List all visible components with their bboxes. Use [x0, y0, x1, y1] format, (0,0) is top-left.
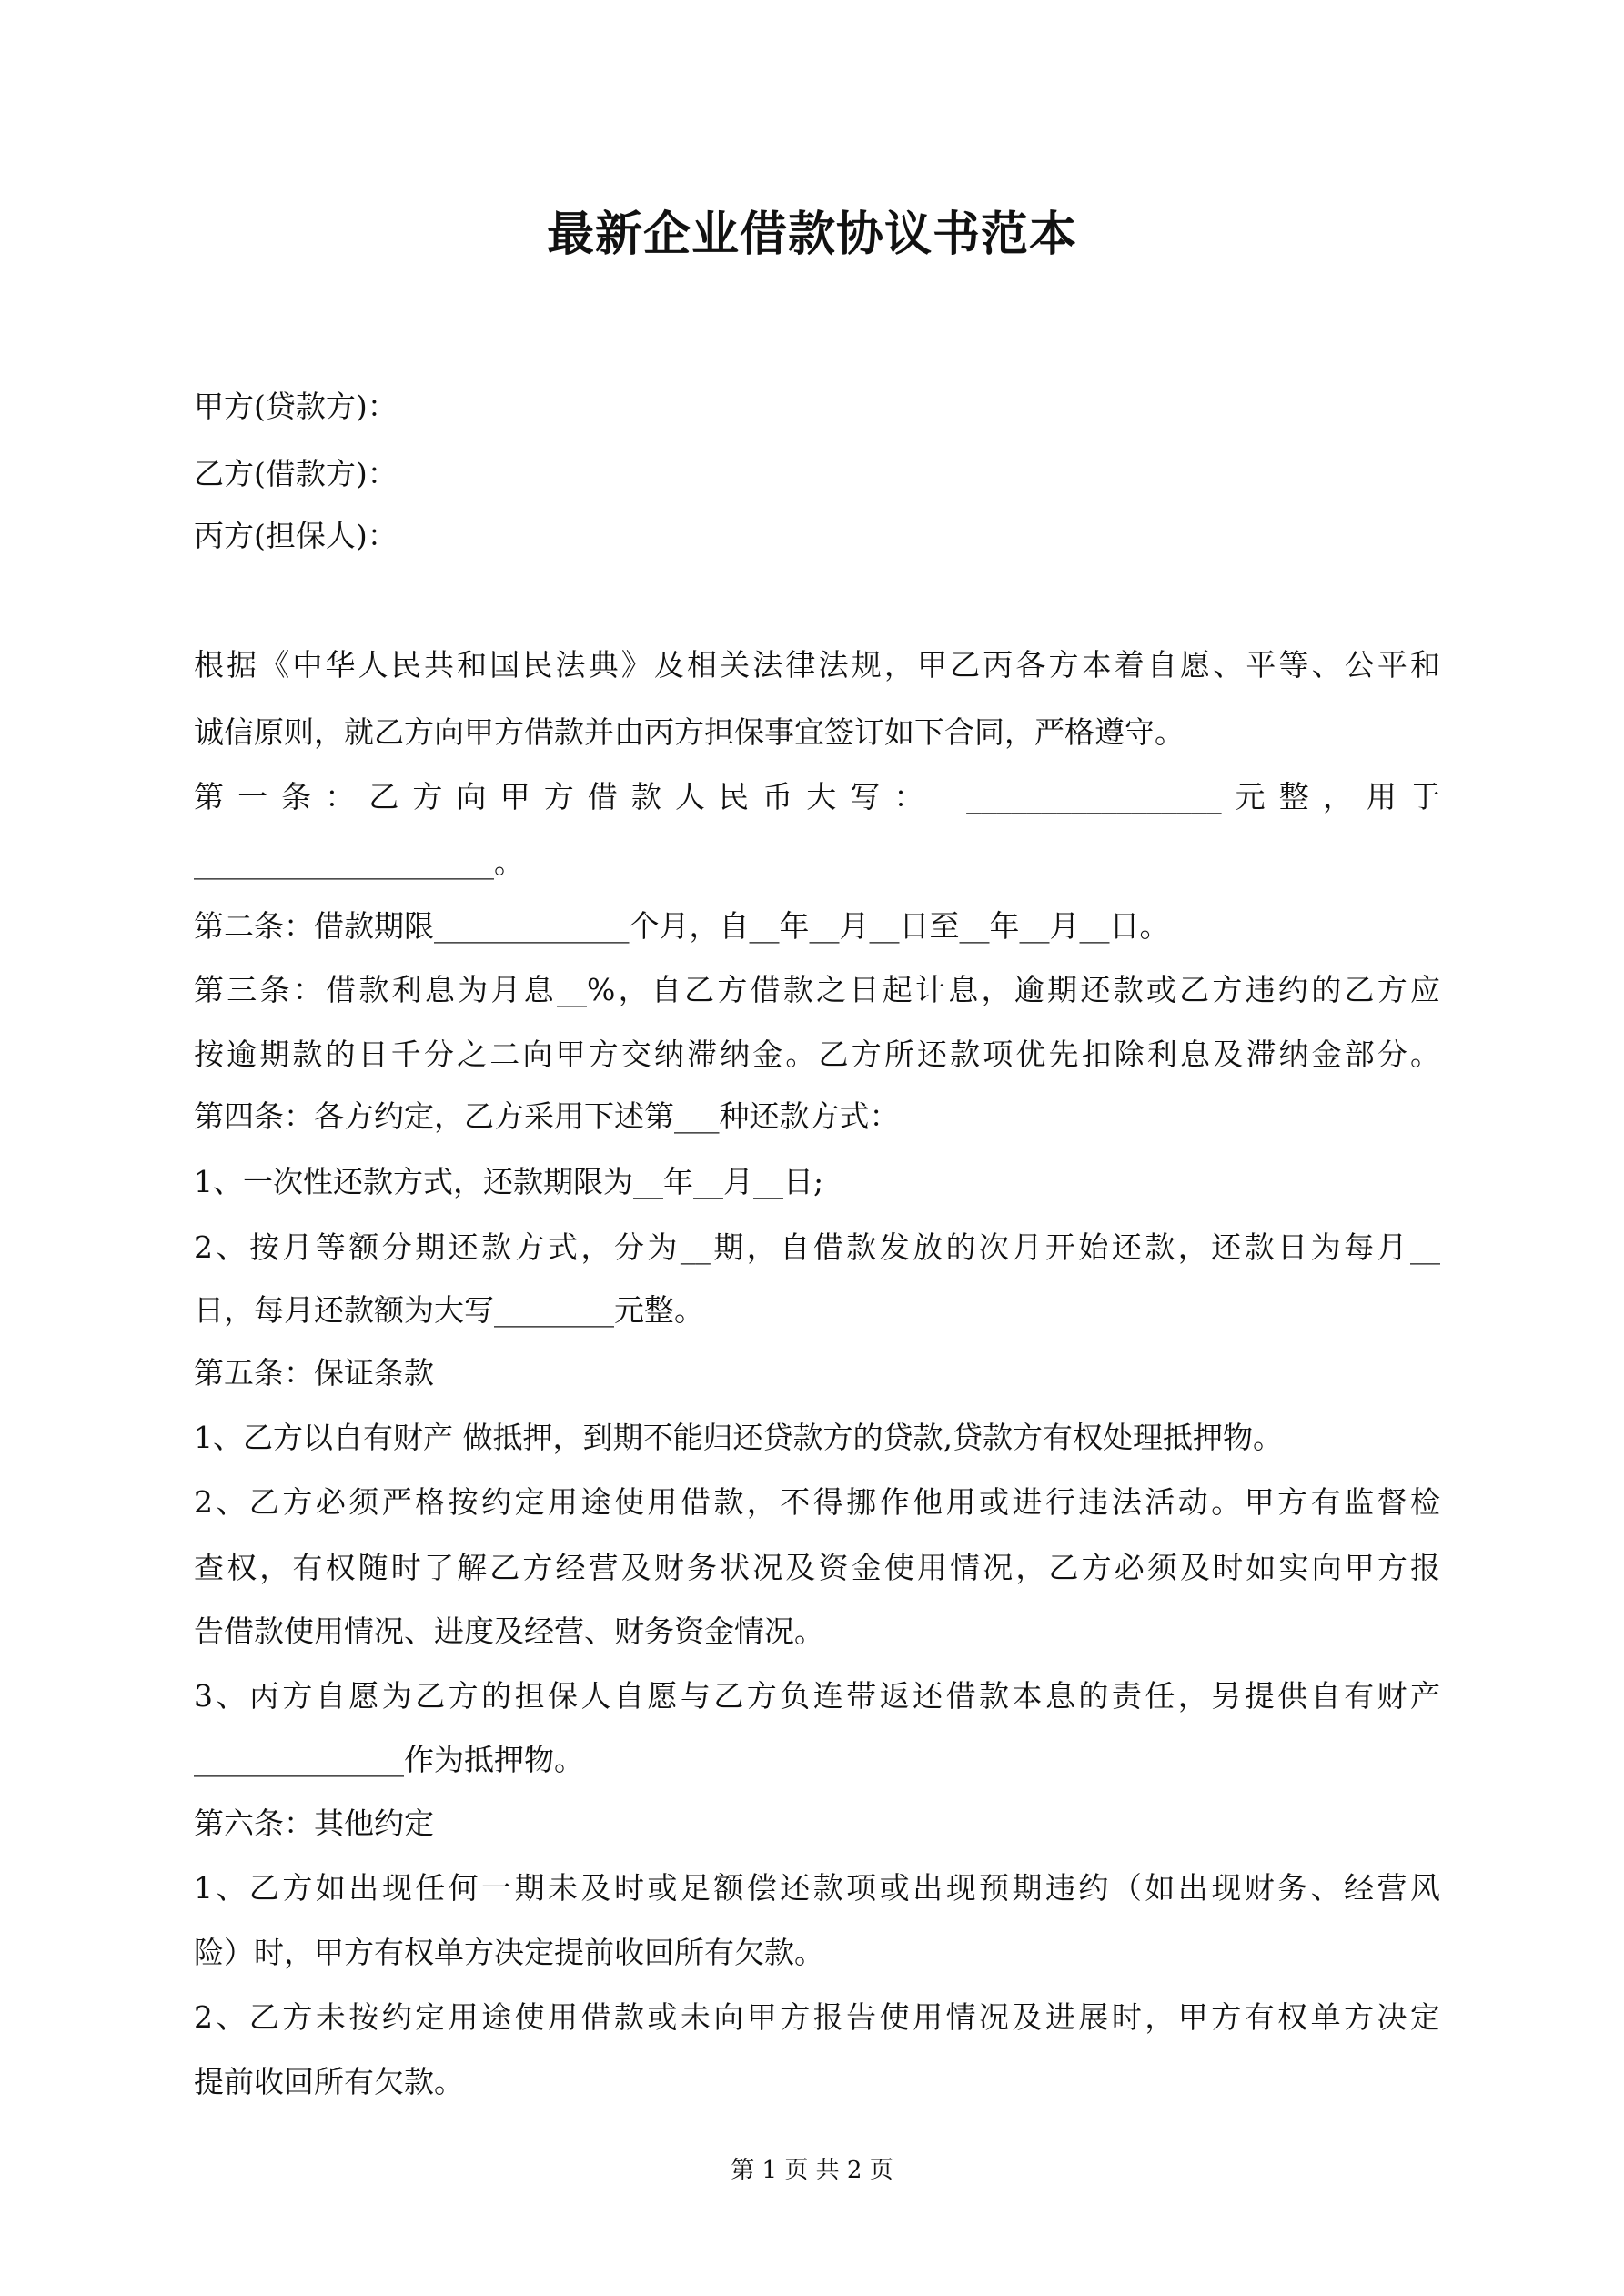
- article-6-heading: 第六条：其他约定: [194, 1805, 434, 1841]
- article-1-line-2: ____________________。: [194, 845, 524, 880]
- party-a-line: 甲方(贷款方)：: [194, 389, 398, 424]
- article-5-item-3-line-1: 3、丙方自愿为乙方的担保人自愿与乙方负连带返还借款本息的责任，另提供自有财产: [194, 1678, 1440, 1714]
- article-4-item-2-line-2: 日，每月还款额为大写________元整。: [194, 1292, 704, 1328]
- page-number-footer: 第 1 页 共 2 页: [731, 2157, 893, 2184]
- article-3-line-1: 第三条：借款利息为月息__%，自乙方借款之日起计息，逾期还款或乙方违约的乙方应: [194, 972, 1440, 1007]
- article-5-heading: 第五条：保证条款: [194, 1355, 434, 1391]
- article-4-item-1: 1、一次性还款方式，还款期限为__年__月__日;: [194, 1164, 824, 1199]
- article-5-item-2-line-1: 2、乙方必须严格按约定用途使用借款，不得挪作他用或进行违法活动。甲方有监督检: [194, 1484, 1440, 1520]
- article-5-item-2-line-2: 查权，有权随时了解乙方经营及财务状况及资金使用情况，乙方必须及时如实向甲方报: [194, 1550, 1440, 1585]
- article-1-line-1: 第一条：乙方向甲方借款人民币大写： _________________元整，用于: [194, 779, 1440, 814]
- preamble-line-2: 诚信原则，就乙方向甲方借款并由丙方担保事宜签订如下合同，严格遵守。: [194, 714, 1185, 750]
- article-5-item-1: 1、乙方以自有财产 做抵押，到期不能归还贷款方的贷款,贷款方有权处理抵押物。: [194, 1420, 1283, 1455]
- preamble-line-1: 根据《中华人民共和国民法典》及相关法律法规，甲乙丙各方本着自愿、平等、公平和: [194, 647, 1440, 683]
- article-6-item-1-line-2: 险）时，甲方有权单方决定提前收回所有欠款。: [194, 1935, 824, 1970]
- article-6-item-1-line-1: 1、乙方如出现任何一期未及时或足额偿还款项或出现预期违约（如出现财务、经营风: [194, 1870, 1440, 1906]
- article-4-line: 第四条：各方约定，乙方采用下述第___种还款方式：: [194, 1098, 900, 1134]
- party-c-line: 丙方(担保人)：: [194, 518, 398, 553]
- article-4-item-2-line-1: 2、按月等额分期还款方式，分为__期，自借款发放的次月开始还款，还款日为每月__: [194, 1229, 1440, 1265]
- document-title: 最新企业借款协议书范本: [546, 207, 1077, 262]
- party-b-line: 乙方(借款方)：: [194, 456, 398, 491]
- article-5-item-3-line-2: ______________作为抵押物。: [194, 1742, 584, 1777]
- article-2-line: 第二条：借款期限_____________个月，自__年__月__日至__年__月__日。: [194, 908, 1170, 944]
- article-3-line-2: 按逾期款的日千分之二向甲方交纳滞纳金。乙方所还款项优先扣除利息及滞纳金部分。: [194, 1037, 1440, 1072]
- article-6-item-2-line-1: 2、乙方未按约定用途使用借款或未向甲方报告使用情况及进展时，甲方有权单方决定: [194, 1999, 1440, 2035]
- article-6-item-2-line-2: 提前收回所有欠款。: [194, 2064, 464, 2099]
- article-5-item-2-line-3: 告借款使用情况、进度及经营、财务资金情况。: [194, 1613, 824, 1649]
